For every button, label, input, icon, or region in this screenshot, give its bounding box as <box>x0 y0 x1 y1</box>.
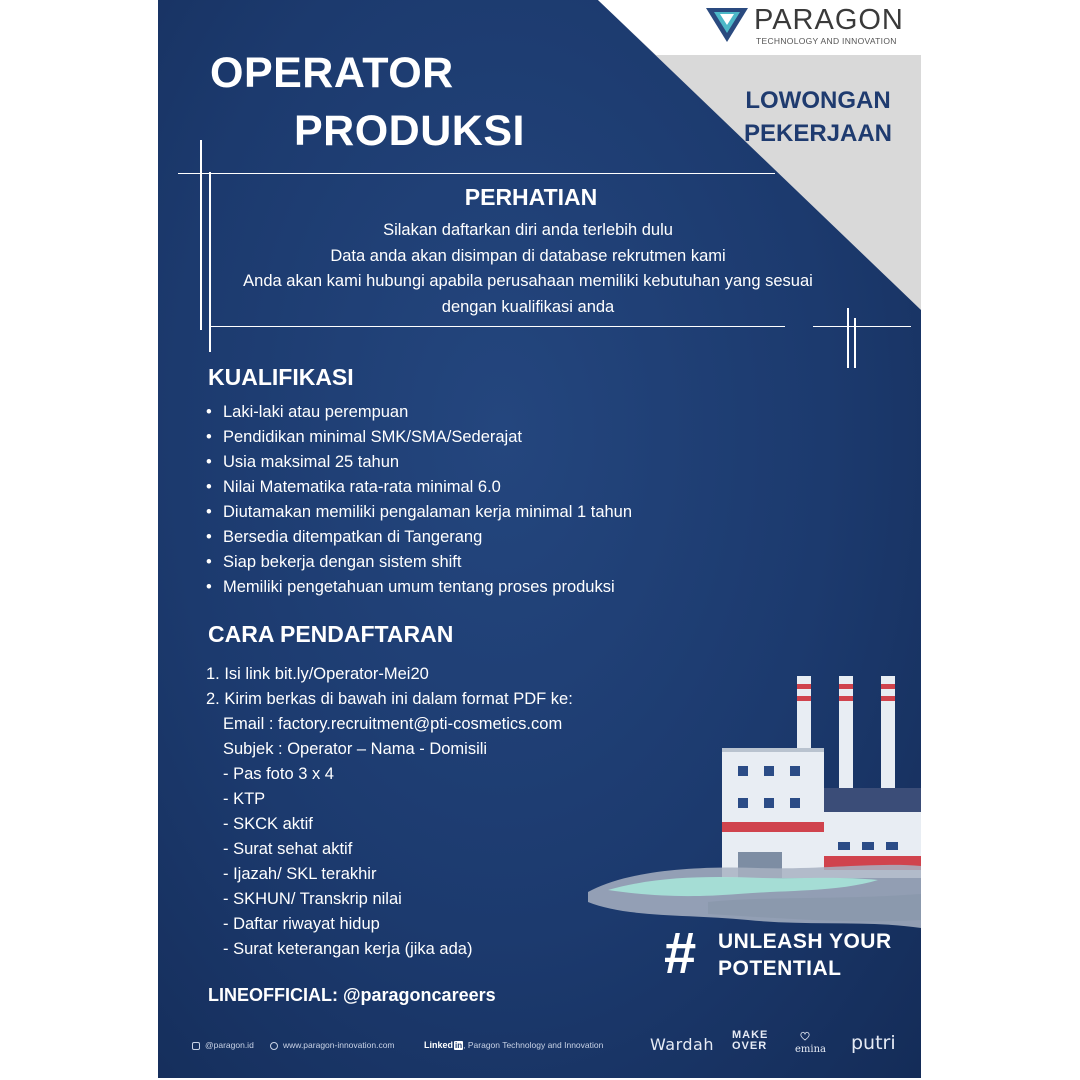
perhatian-line: Silakan daftarkan diri anda terlebih dulu <box>383 221 673 239</box>
document-item: - Daftar riwayat hidup <box>223 915 380 933</box>
list-item: • Diutamakan memiliki pengalaman kerja minimal 1 tahun <box>206 500 632 525</box>
paragon-logo-icon <box>706 8 748 42</box>
vertical-bar-right-2 <box>854 318 856 368</box>
linkedin-icon <box>424 1040 463 1050</box>
perhatian-text <box>198 218 858 320</box>
factory-illustration <box>588 670 921 932</box>
makeover-line-1: MAKE <box>732 1029 769 1041</box>
title-line-2: PRODUKSI <box>294 107 525 155</box>
badge-line-2: PEKERJAAN <box>743 120 893 147</box>
registration-steps <box>206 662 573 962</box>
footer-instagram <box>192 1040 254 1050</box>
heart-icon <box>800 1031 810 1041</box>
list-item: • Nilai Matematika rata-rata minimal 6.0 <box>206 475 632 500</box>
document-item: - SKCK aktif <box>223 815 313 833</box>
footer-website <box>270 1040 395 1050</box>
list-item: • Pendidikan minimal SMK/SMA/Sederajat <box>206 425 632 450</box>
email-line: Email : factory.recruitment@pti-cosmetics.com <box>223 715 563 733</box>
linkedin-in: in <box>455 1041 463 1050</box>
instagram-icon <box>192 1042 200 1050</box>
subject-line: Subjek : Operator – Nama - Domisili <box>223 740 488 758</box>
divider-bottom <box>210 326 785 327</box>
globe-icon <box>270 1042 278 1050</box>
kualifikasi-heading: KUALIFIKASI <box>208 364 354 390</box>
divider-top <box>178 173 775 174</box>
website-url: www.paragon-innovation.com <box>283 1040 395 1050</box>
kualifikasi-list <box>206 400 632 600</box>
brand-tagline: TECHNOLOGY AND INNOVATION <box>756 36 897 46</box>
badge-line-1: LOWONGAN <box>745 87 891 114</box>
perhatian-line: dengan kualifikasi anda <box>441 297 615 316</box>
brand-name: PARAGON <box>754 4 904 36</box>
list-item: • Siap bekerja dengan sistem shift <box>206 550 632 575</box>
document-item: - KTP <box>223 790 266 808</box>
step-2: 2. Kirim berkas di bawah ini dalam format PDF ke: <box>206 690 573 708</box>
brand-wardah: Wardah <box>650 1035 714 1054</box>
perhatian-line: Data anda akan disimpan di database rekrutmen kami <box>330 246 726 265</box>
job-vacancy-badge <box>718 84 918 150</box>
document-item: - Surat keterangan kerja (jika ada) <box>223 940 473 958</box>
list-item: • Memiliki pengetahuan umum tentang proses produksi <box>206 575 632 600</box>
brand-emina: emina <box>795 1044 827 1055</box>
document-item: - Ijazah/ SKL terakhir <box>223 865 377 883</box>
document-item: - Surat sehat aktif <box>223 840 353 858</box>
makeover-line-2: OVER <box>732 1040 768 1052</box>
linkedin-label: Linked <box>424 1040 454 1050</box>
cara-pendaftaran-heading: CARA PENDAFTARAN <box>208 621 454 647</box>
document-item: - SKHUN/ Transkrip nilai <box>223 890 402 908</box>
brand-putri: putri <box>851 1032 896 1054</box>
poster <box>158 0 921 1078</box>
perhatian-line: Anda akan kami hubungi apabila perusahaan memiliki kebutuhan yang sesuai <box>243 272 813 290</box>
linkedin-name: Paragon Technology and Innovation <box>467 1040 604 1050</box>
list-item: • Usia maksimal 25 tahun <box>206 450 632 475</box>
line-official-account: LINEOFFICIAL: @paragoncareers <box>208 985 496 1005</box>
list-item: • Bersedia ditempatkan di Tangerang <box>206 525 632 550</box>
page-title <box>210 44 525 160</box>
title-line-1: OPERATOR <box>210 49 454 97</box>
instagram-handle: @paragon.id <box>205 1040 254 1050</box>
divider-right-short <box>813 326 911 327</box>
document-item: - Pas foto 3 x 4 <box>223 765 334 783</box>
list-item: • Laki-laki atau perempuan <box>206 400 632 425</box>
footer-linkedin: Linked in, Paragon Technology and Innovation <box>424 1040 604 1050</box>
perhatian-heading: PERHATIAN <box>464 184 598 210</box>
slogan-line-1: UNLEASH YOUR <box>718 930 892 953</box>
slogan <box>718 928 892 982</box>
step-1: 1. Isi link bit.ly/Operator-Mei20 <box>206 665 429 683</box>
brand-makeover <box>732 1030 768 1052</box>
hashtag-symbol: # <box>664 921 697 986</box>
slogan-line-2: POTENTIAL <box>718 957 842 980</box>
